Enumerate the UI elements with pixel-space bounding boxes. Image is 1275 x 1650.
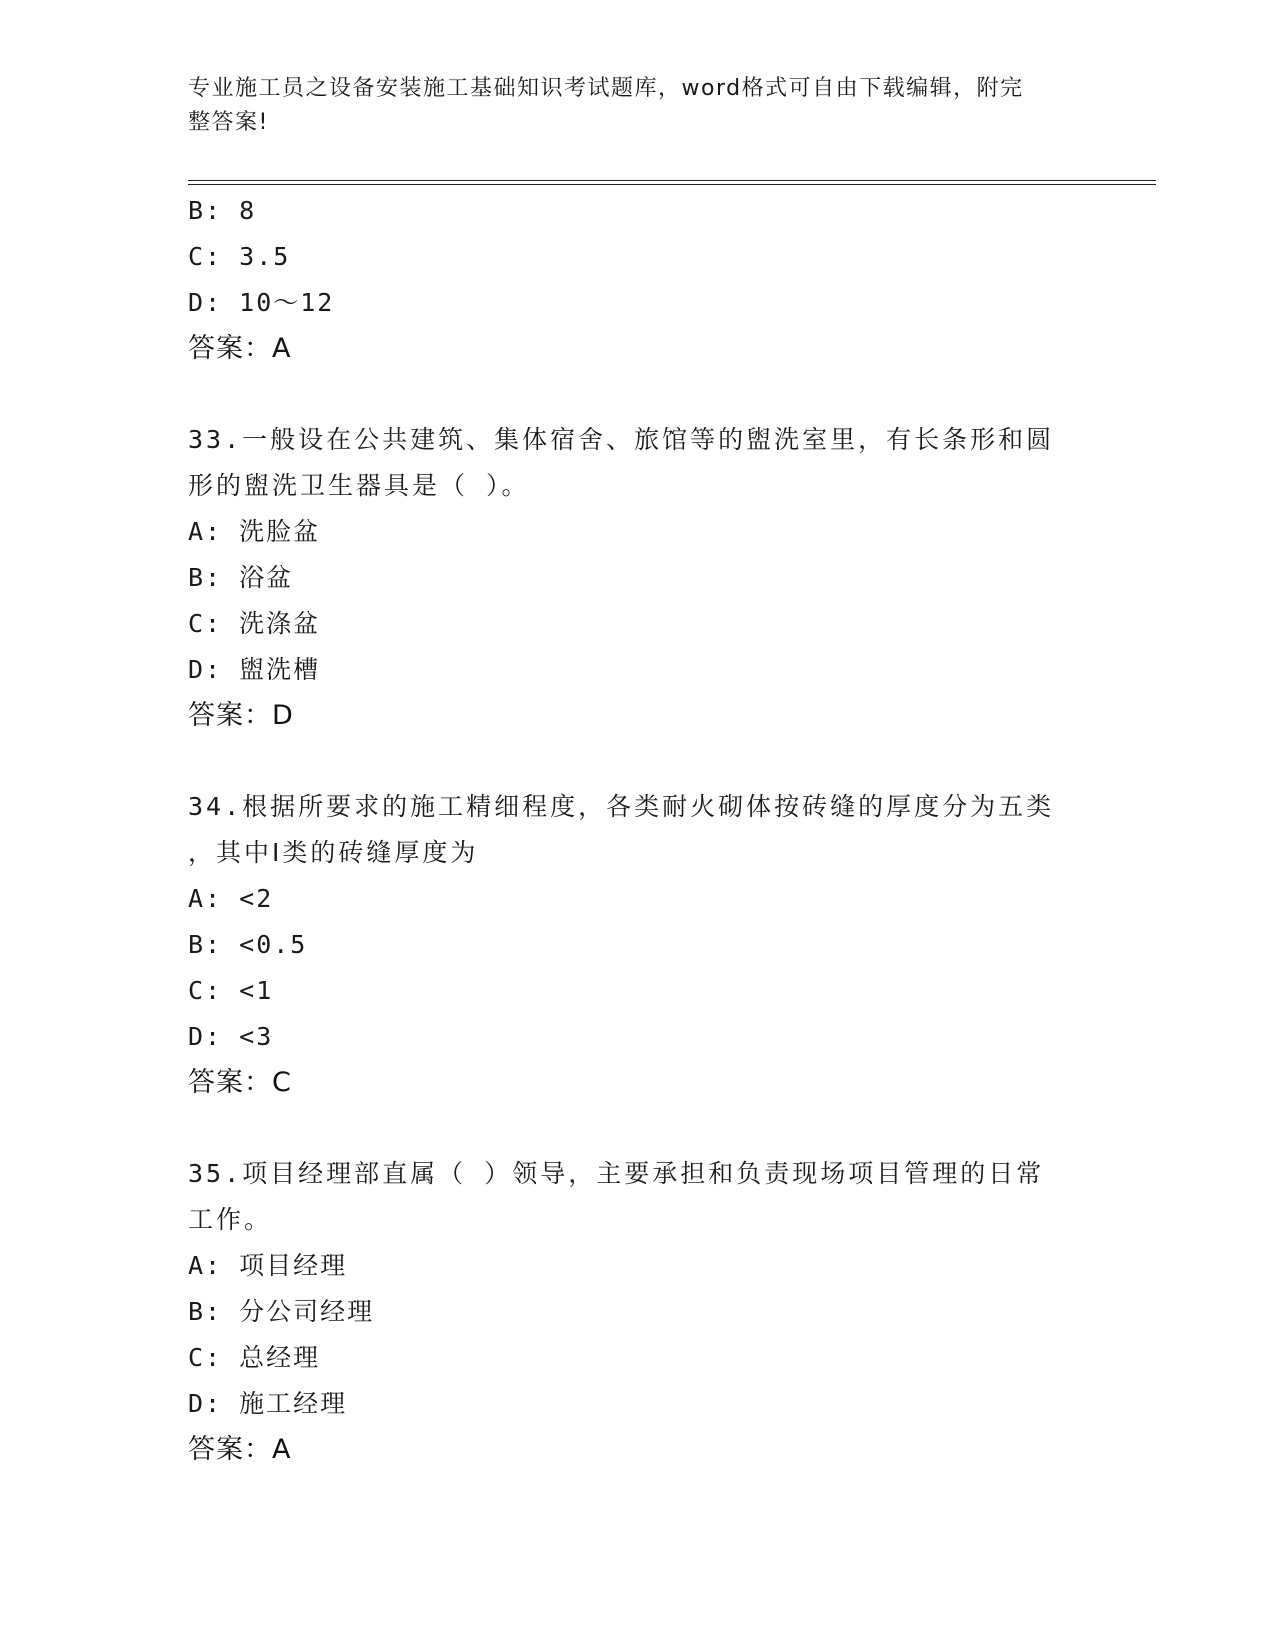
answer-label: 答案：A bbox=[188, 333, 292, 364]
option-b: B: 8 bbox=[188, 196, 257, 225]
header-line-1: 专业施工员之设备安装施工基础知识考试题库，word格式可自由下载编辑，附完 bbox=[188, 76, 1024, 101]
header-rule-bottom bbox=[188, 184, 1156, 185]
option-a: A: 项目经理 bbox=[188, 1251, 348, 1280]
header-line-2: 整答案! bbox=[188, 110, 269, 135]
option-a: A: 洗脸盆 bbox=[188, 517, 321, 546]
option-c: C: 总经理 bbox=[188, 1343, 321, 1372]
option-c: C: 3.5 bbox=[188, 242, 291, 271]
option-b: B: 浴盆 bbox=[188, 563, 294, 592]
option-a: A: <2 bbox=[188, 884, 274, 913]
question-text-line: ，其中Ⅰ类的砖缝厚度为 bbox=[188, 838, 479, 867]
answer-label: 答案：D bbox=[188, 700, 294, 731]
question-32-continued bbox=[188, 188, 1088, 372]
option-d: D: 施工经理 bbox=[188, 1389, 348, 1418]
answer-label: 答案：A bbox=[188, 1434, 292, 1465]
question-text-line: 34.根据所要求的施工精细程度，各类耐火砌体按砖缝的厚度分为五类 bbox=[188, 792, 1055, 821]
question-33 bbox=[188, 417, 1088, 739]
option-c: C: <1 bbox=[188, 976, 274, 1005]
question-text bbox=[188, 1151, 1068, 1243]
option-d: D: <3 bbox=[188, 1022, 274, 1051]
option-d: D: 10～12 bbox=[188, 288, 335, 317]
question-list bbox=[188, 188, 1088, 1473]
spacer bbox=[188, 739, 1088, 784]
option-d: D: 盥洗槽 bbox=[188, 655, 321, 684]
header-rule-top bbox=[188, 180, 1156, 181]
answer-label: 答案：C bbox=[188, 1067, 292, 1098]
question-text bbox=[188, 417, 1068, 509]
spacer bbox=[188, 372, 1088, 417]
question-text-line: 形的盥洗卫生器具是（ ）。 bbox=[188, 471, 530, 500]
option-c: C: 洗涤盆 bbox=[188, 609, 321, 638]
question-35 bbox=[188, 1151, 1088, 1473]
document-header bbox=[188, 72, 1068, 140]
option-b: B: <0.5 bbox=[188, 930, 308, 959]
question-34 bbox=[188, 784, 1088, 1106]
spacer bbox=[188, 1106, 1088, 1151]
question-text bbox=[188, 784, 1068, 876]
option-b: B: 分公司经理 bbox=[188, 1297, 375, 1326]
question-text-line: 33.一般设在公共建筑、集体宿舍、旅馆等的盥洗室里，有长条形和圆 bbox=[188, 425, 1055, 454]
question-text-line: 工作。 bbox=[188, 1205, 273, 1234]
question-text-line: 35.项目经理部直属（ ）领导，主要承担和负责现场项目管理的日常 bbox=[188, 1159, 1045, 1188]
